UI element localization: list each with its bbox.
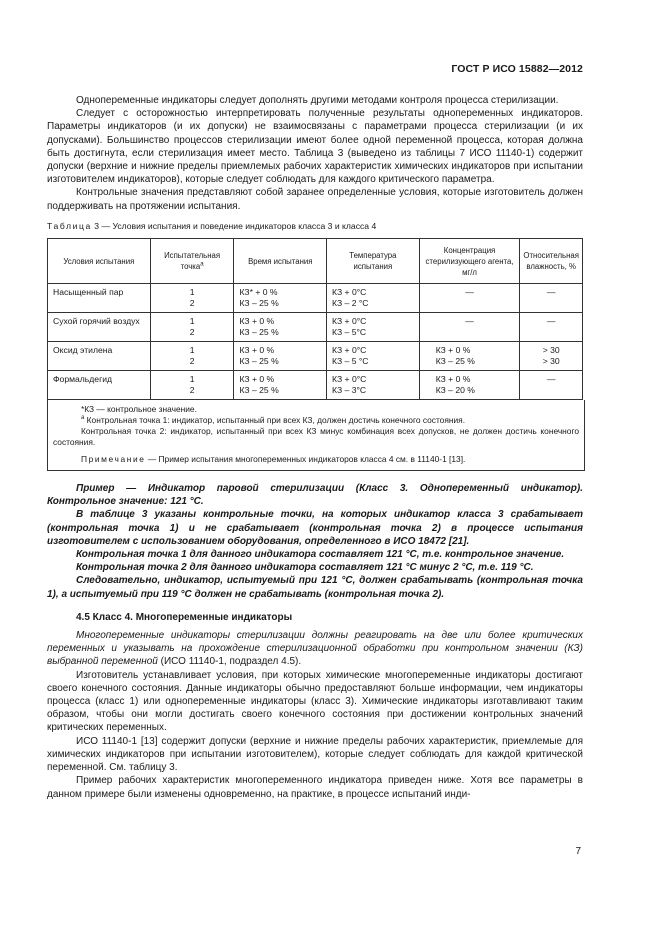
cell-temperature xyxy=(327,313,420,342)
cell-temperature xyxy=(327,371,420,400)
standard-header: ГОСТ Р ИСО 15882—2012 xyxy=(451,63,583,75)
cell-concentration xyxy=(419,371,520,400)
cell-time-2: КЗ – 25 % xyxy=(239,327,279,338)
cell-temp-2: КЗ – 5 °С xyxy=(332,356,369,367)
example-block xyxy=(47,482,583,601)
cell-temp-1: КЗ + 0°С xyxy=(332,316,367,327)
indicator-table xyxy=(47,238,583,400)
cell-point xyxy=(150,342,234,371)
cell-time-1: КЗ* + 0 % xyxy=(239,287,278,298)
cell-humidity xyxy=(520,342,583,371)
remark-text: — Пример испытания многопеременных индикаторов класса 4 см. в 11140-1 [13]. xyxy=(145,454,466,465)
cell-condition: Сухой горячий воздух xyxy=(48,313,151,342)
table-row xyxy=(48,371,583,400)
cell-temp-2: КЗ – 5°С xyxy=(332,327,367,338)
cell-point-2: 2 xyxy=(189,298,195,309)
section-paragraph-1: Изготовитель устанавливает условия, при которых химические многопеременные индикаторы достигают своего конечного состояния. Данные индикаторы обычно предоставляют больше информации, чем индикаторы процесса (класс 1) или однопеременные индикаторы (класс 3). Химические индикаторы изготавливают таким образом, чтобы они могли достигать своего конечного состояния при достижении контрольных значений критических переменных. xyxy=(47,669,583,734)
remark-label: Примечание xyxy=(81,454,146,465)
cell-point-2: 2 xyxy=(189,356,195,367)
example-line-5: Следовательно, индикатор, испытуемый при 121 °С, должен срабатывать (контрольная точка 1), а испытуемый при 119 °С должен не срабатывать (контрольная точка 2). xyxy=(47,575,583,600)
cell-point-1: 1 xyxy=(189,287,195,298)
cell-point-1: 1 xyxy=(189,345,195,356)
header-conditions: Условия испытания xyxy=(48,239,151,284)
cell-conc-1: КЗ + 0 % xyxy=(435,345,471,356)
table-row xyxy=(48,284,583,313)
cell-condition: Насыщенный пар xyxy=(48,284,151,313)
cell-concentration xyxy=(419,284,520,313)
section-intro xyxy=(47,629,583,669)
cell-point xyxy=(150,371,234,400)
note-control-point-1 xyxy=(53,415,579,426)
cell-point-1: 1 xyxy=(189,316,195,327)
cell-hum-1: > 30 xyxy=(542,345,560,356)
cell-point-1: 1 xyxy=(189,374,195,385)
cell-conc-2: КЗ – 20 % xyxy=(435,385,475,396)
page-content xyxy=(47,94,583,801)
table-remark xyxy=(53,454,579,465)
header-point-sup: a xyxy=(200,261,204,268)
example-line-3: Контрольная точка 1 для данного индикатора составляет 121 °С, т.е. контрольное значение. xyxy=(76,549,565,561)
cell-time-2: КЗ – 25 % xyxy=(239,298,279,309)
table-notes xyxy=(47,400,585,471)
cell-time-1: КЗ + 0 % xyxy=(239,345,275,356)
paragraph-1: Однопеременные индикаторы следует дополнять другими методами контроля процесса стерилизации. xyxy=(76,95,559,106)
cell-humidity xyxy=(520,371,583,400)
cell-temp-2: КЗ – 3°С xyxy=(332,385,367,396)
cell-condition: Формальдегид xyxy=(48,371,151,400)
example-line-4: Контрольная точка 2 для данного индикатора составляет 121 °С минус 2 °С, т.е. 119 °С. xyxy=(76,562,534,574)
cell-time-1: КЗ + 0 % xyxy=(239,316,275,327)
cell-point xyxy=(150,284,234,313)
cell-conc-1: — xyxy=(465,287,474,298)
note-a-text: Контрольная точка 1: индикатор, испытанный при всех КЗ, должен достичь конечного состояния. xyxy=(84,415,466,426)
cell-conc-2: КЗ – 25 % xyxy=(435,356,475,367)
cell-time xyxy=(234,371,327,400)
example-line-2: В таблице 3 указаны контрольные точки, на которых индикатор класса 3 срабатывает (контрольная точка 1) и не срабатывает (контрольная точка 2) в процессе испытания изготовителем с использованием оборудования, определенного в ИСО 18472 [21]. xyxy=(47,509,583,547)
table-caption-prefix: Таблица xyxy=(47,220,92,231)
paragraph-3: Контрольные значения представляют собой заранее определенные условия, которые изготовитель должен поддерживать на протяжении испытания. xyxy=(47,187,583,212)
table-row xyxy=(48,313,583,342)
cell-time-1: КЗ + 0 % xyxy=(239,374,275,385)
cell-time xyxy=(234,313,327,342)
cell-hum-1: — xyxy=(546,374,556,385)
section-paragraph-2: ИСО 11140-1 [13] содержит допуски (верхние и нижние пределы рабочих характеристик, приемлемые для химических индикаторов при испытании изготовителем), которые следует соблюдать для каждой критической переменной. См. таблицу 3. xyxy=(47,735,583,774)
cell-humidity xyxy=(520,313,583,342)
cell-condition: Оксид этилена xyxy=(48,342,151,371)
table-header-row xyxy=(48,239,583,284)
cell-concentration xyxy=(419,313,520,342)
section-paragraph-3: Пример рабочих характеристик многопеременного индикатора приведен ниже. Хотя все параметры в данном примере были изменены одновременно, на практике, в процессе испытаний инди- xyxy=(47,775,583,800)
cell-point-2: 2 xyxy=(189,327,195,338)
cell-time-2: КЗ – 25 % xyxy=(239,385,279,396)
cell-point xyxy=(150,313,234,342)
paragraph-2: Следует с осторожностью интерпретировать полученные результаты однопеременных индикаторов. Параметры индикаторов (и их допуски) не взаимосвязаны с параметрами процесса стерилизации (и их допусками). Большинство процессов стерилизации имеют более одной переменной процесса, которая должна быть достигнута, если стерилизация имеет место. Таблица 3 (выведено из таблицы 7 ИСО 11140-1) содержит допуски (верхние и нижние пределы приемлемых рабочих характеристик химических индикаторов при испытании изготовителем индикаторов), которые следует соблюдать для каждого критического параметра. xyxy=(47,108,583,186)
header-time: Время испытания xyxy=(234,239,327,284)
cell-temp-1: КЗ + 0°С xyxy=(332,287,367,298)
section-heading: 4.5 Класс 4. Многопеременные индикаторы xyxy=(76,611,293,623)
table-row xyxy=(48,342,583,371)
cell-hum-1: — xyxy=(546,287,556,298)
note-control-point-2: Контрольная точка 2: индикатор, испытанный при всех КЗ минус комбинация всех допусков, не должен достичь конечного состояния. xyxy=(53,426,579,448)
page-number: 7 xyxy=(575,846,581,857)
cell-temperature xyxy=(327,342,420,371)
header-point xyxy=(150,239,234,284)
cell-time-2: КЗ – 25 % xyxy=(239,356,279,367)
cell-time xyxy=(234,284,327,313)
cell-conc-1: КЗ + 0 % xyxy=(435,374,471,385)
cell-humidity xyxy=(520,284,583,313)
cell-temperature xyxy=(327,284,420,313)
table-caption xyxy=(47,220,583,233)
cell-temp-1: КЗ + 0°С xyxy=(332,345,367,356)
cell-temp-1: КЗ + 0°С xyxy=(332,374,367,385)
table-caption-text: 3 — Условия испытания и поведение индикаторов класса 3 и класса 4 xyxy=(94,220,377,231)
header-temperature: Температура испытания xyxy=(327,239,420,284)
header-concentration: Концентрация стерилизующего агента, мг/л xyxy=(419,239,520,284)
cell-concentration xyxy=(419,342,520,371)
section-intro-italic: Многопеременные индикаторы стерилизации должны реагировать на две или более критических переменных и указывать на прохождение стерилизационной обработки при контрольном значении (КЗ) выбранной переменной xyxy=(47,630,583,668)
header-point-text: Испытательная точка xyxy=(164,251,221,272)
note-kz: *КЗ — контрольное значение. xyxy=(81,404,197,415)
cell-point-2: 2 xyxy=(189,385,195,396)
header-humidity: Относительная влажность, % xyxy=(520,239,583,284)
cell-conc-1: — xyxy=(465,316,474,327)
cell-hum-2: > 30 xyxy=(542,356,560,367)
note-a-sup: a xyxy=(81,415,85,422)
section-intro-tail: (ИСО 11140-1, подраздел 4.5). xyxy=(157,656,302,668)
cell-hum-1: — xyxy=(546,316,556,327)
cell-time xyxy=(234,342,327,371)
cell-temp-2: КЗ – 2 °С xyxy=(332,298,369,309)
example-line-1: Пример — Индикатор паровой стерилизации (Класс 3. Однопеременный индикатор). Контрольное значение: 121 °С. xyxy=(47,483,583,508)
